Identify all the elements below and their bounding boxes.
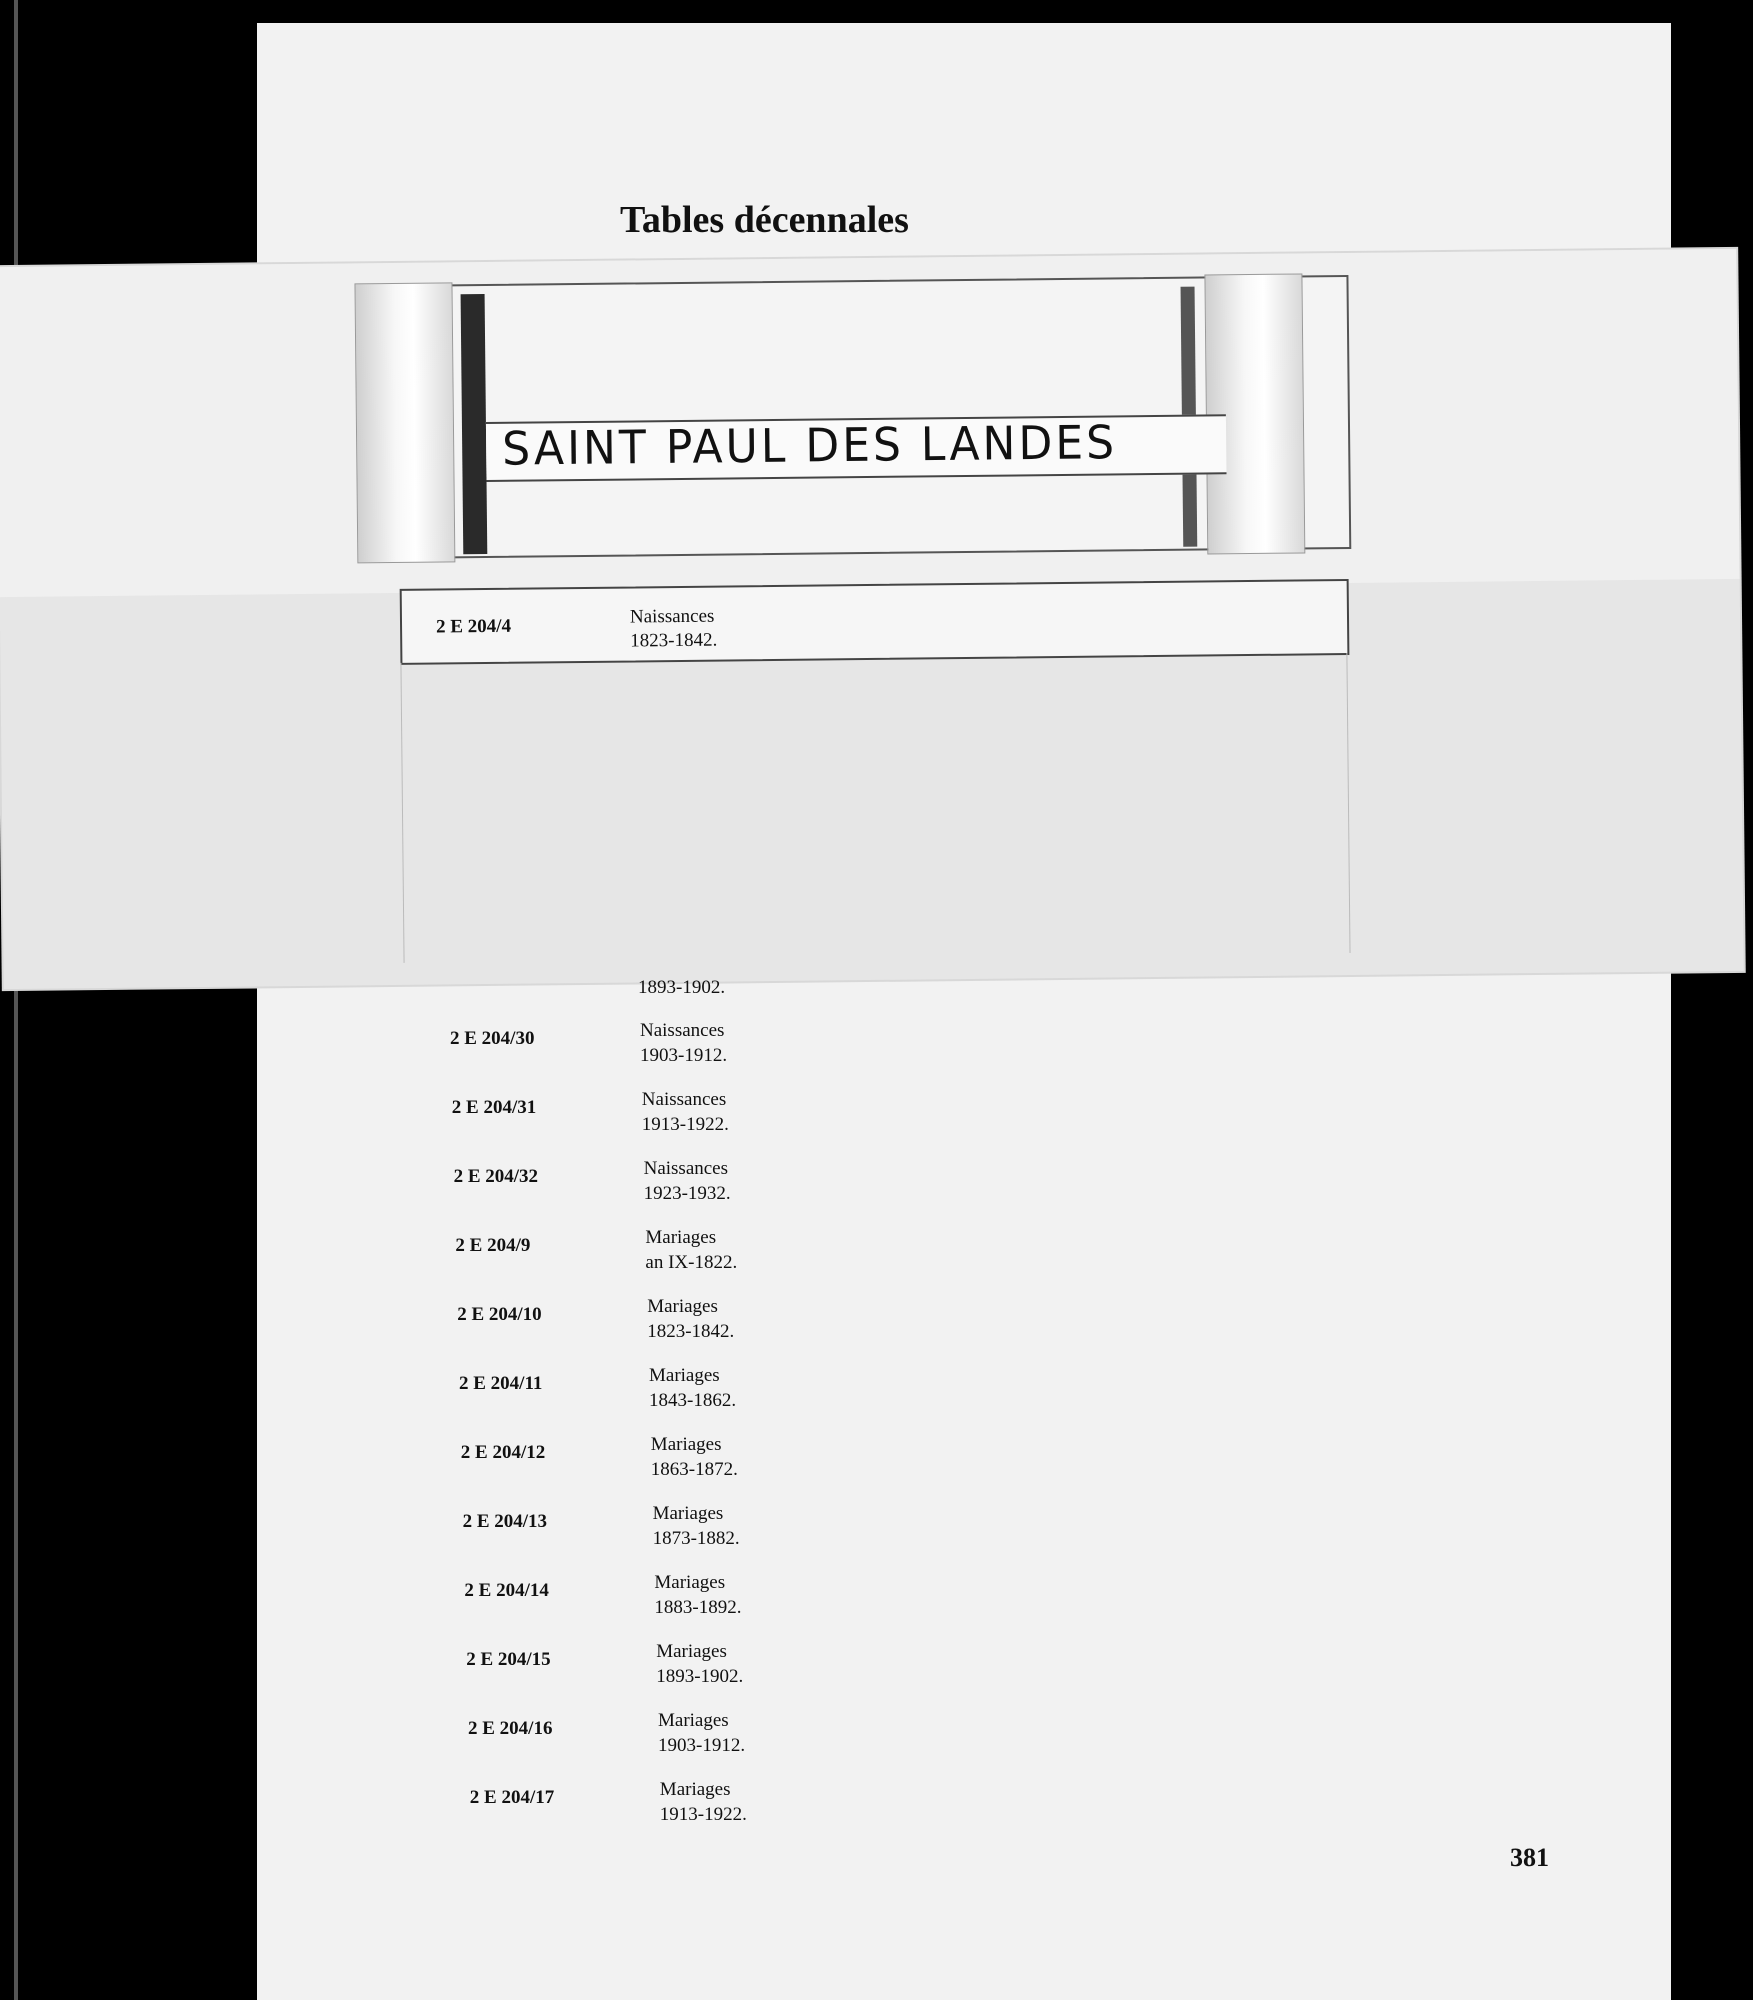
entry-code: 2 E 204/31 bbox=[451, 1097, 537, 1118]
entry-years: an IX-1822. bbox=[645, 1252, 738, 1273]
entry-kind: Mariages bbox=[658, 1710, 729, 1731]
entry-years: 1883-1892. bbox=[654, 1597, 742, 1618]
commune-name: SAINT PAUL DES LANDES bbox=[501, 416, 1118, 477]
entry-years: 1823-1842. bbox=[630, 629, 718, 652]
entry-years: 1913-1922. bbox=[641, 1114, 729, 1135]
entry-code: 2 E 204/9 bbox=[455, 1235, 531, 1256]
entry-code: 2 E 204/12 bbox=[460, 1442, 546, 1463]
entry-years: 1863-1872. bbox=[650, 1459, 738, 1480]
entry-code: 2 E 204/11 bbox=[459, 1373, 543, 1394]
commune-name-band bbox=[486, 414, 1227, 482]
entry-years: 1873-1882. bbox=[652, 1528, 740, 1549]
entry-kind: Mariages bbox=[649, 1365, 720, 1386]
entry-kind: Mariages bbox=[647, 1296, 718, 1317]
entry-kind: Mariages bbox=[656, 1641, 727, 1662]
entry-kind: Naissances bbox=[640, 1020, 725, 1041]
entry-code: 2 E 204/13 bbox=[462, 1511, 548, 1532]
commune-label-frame bbox=[362, 275, 1351, 559]
page-title: Tables décennales bbox=[620, 199, 909, 241]
entry-code: 2 E 204/14 bbox=[464, 1580, 549, 1601]
entry-years: 1893-1902. bbox=[656, 1666, 744, 1687]
entry-kind: Mariages bbox=[652, 1503, 724, 1524]
entry-kind: Mariages bbox=[654, 1572, 726, 1593]
pasted-label-sheet bbox=[0, 249, 1744, 989]
entry-code: 2 E 204/15 bbox=[466, 1649, 551, 1670]
entry-kind: Mariages bbox=[650, 1434, 722, 1455]
entry-code: 2 E 204/10 bbox=[457, 1304, 542, 1325]
entry-years: 1843-1862. bbox=[649, 1390, 737, 1411]
entry-code: 2 E 204/17 bbox=[469, 1787, 555, 1808]
entry-kind: Naissances bbox=[629, 605, 715, 628]
page-number: 381 bbox=[1510, 1843, 1549, 1872]
entry-code: 2 E 204/30 bbox=[450, 1028, 535, 1049]
adhesive-tape-left bbox=[354, 282, 455, 563]
label-sheet-blank-area bbox=[400, 653, 1350, 963]
entry-code: 2 E 204/16 bbox=[468, 1718, 553, 1739]
entry-years: 1823-1842. bbox=[647, 1321, 735, 1342]
entry-kind: Mariages bbox=[645, 1227, 717, 1248]
tape-shadow-left bbox=[461, 294, 488, 554]
entry-years: 1913-1922. bbox=[659, 1804, 747, 1825]
entry-kind: Mariages bbox=[659, 1779, 731, 1800]
entry-kind: Naissances bbox=[641, 1089, 727, 1110]
entry-kind: Naissances bbox=[643, 1158, 729, 1179]
entry-years: 1903-1912. bbox=[658, 1735, 746, 1756]
entry-code: 2 E 204/4 bbox=[435, 615, 512, 638]
covered-entry-box bbox=[400, 579, 1350, 665]
entry-years: 1923-1932. bbox=[643, 1183, 731, 1204]
partial-entry-years: 1893-1902. bbox=[638, 977, 726, 998]
entry-years: 1903-1912. bbox=[640, 1045, 728, 1066]
entry-code: 2 E 204/32 bbox=[453, 1166, 539, 1187]
